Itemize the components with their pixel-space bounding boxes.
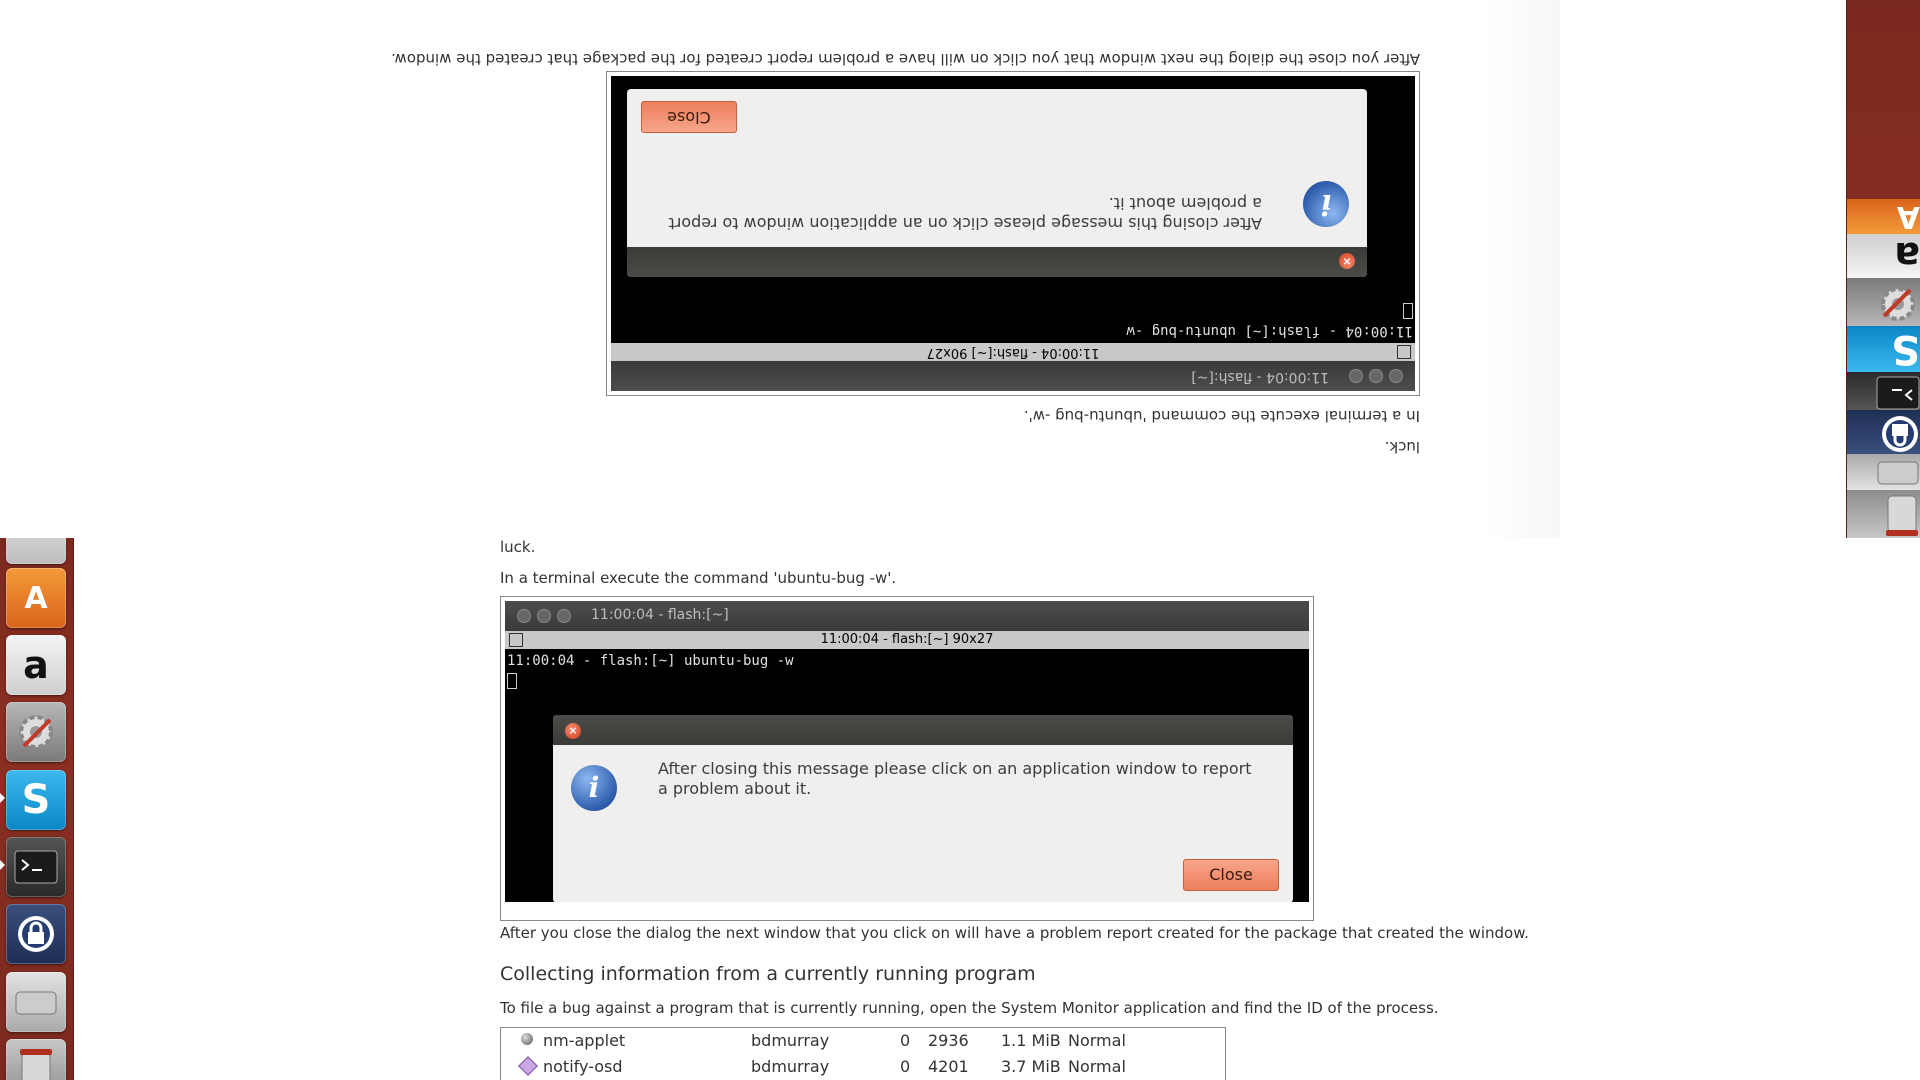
process-id: 2936 — [928, 1031, 969, 1050]
launcher — [0, 538, 74, 1080]
process-memory: 3.7 MiB — [1001, 1057, 1061, 1076]
trash-icon[interactable] — [6, 1039, 66, 1080]
terminal-screenshot — [500, 596, 1314, 921]
process-priority: Normal — [1068, 1057, 1126, 1076]
process-name: nm-applet — [543, 1031, 626, 1050]
luck-text: luck. — [1384, 438, 1420, 456]
skype-icon[interactable]: S — [6, 770, 66, 830]
step-text: In a terminal execute the command 'ubuntu-bug -w'. — [500, 569, 897, 587]
files-icon[interactable] — [6, 972, 66, 1032]
system-settings-icon[interactable] — [6, 702, 66, 762]
ubuntu-software-center-icon[interactable]: A — [6, 568, 66, 628]
mirrored-screen-region — [0, 0, 1920, 538]
close-button: Close — [1183, 859, 1279, 891]
luck-text: luck. — [500, 538, 536, 556]
terminal-tabbar — [505, 631, 1309, 649]
maximize-icon — [557, 609, 571, 623]
dialog-message: After closing this message please click on an application window to report a problem about it. — [658, 759, 1252, 798]
dialog-titlebar — [553, 715, 1293, 745]
terminal-title: 11:00:04 - flash:[~] — [591, 607, 729, 623]
process-memory: 1.1 MiB — [1001, 1031, 1061, 1050]
notify-icon — [518, 1056, 538, 1076]
page-shadow — [1485, 0, 1560, 538]
file-bug-text: To file a bug against a program that is currently running, open the System Monitor application and find the ID of the process. — [500, 999, 1439, 1017]
process-user: bdmurray — [751, 1031, 830, 1050]
close-icon: × — [565, 723, 581, 739]
keepassx-icon[interactable] — [6, 904, 66, 964]
files-icon[interactable] — [1847, 454, 1920, 490]
process-name: notify-osd — [543, 1057, 623, 1076]
table-row — [501, 1028, 1225, 1054]
process-cpu: 0 — [900, 1031, 911, 1050]
terminal-command: 11:00:04 - flash:[~] ubuntu-bug -w — [507, 653, 794, 669]
grid-icon — [509, 633, 523, 647]
process-user: bdmurray — [751, 1057, 830, 1076]
running-indicator — [0, 793, 5, 803]
process-id: 4201 — [928, 1057, 969, 1076]
process-cpu: 0 — [900, 1057, 911, 1076]
terminal-titlebar — [505, 601, 1309, 631]
terminal-screenshot: 11:00:04 - flash:[~] 11:00:04 - flash:[~] 90x27 11:00:04 - flash:[~] ubuntu-bug -w × i After closing this message please click on an application window to report a problem about it. Close — [606, 71, 1420, 396]
terminal-tab-label: 11:00:04 - flash:[~] 90x27 — [820, 632, 994, 647]
minimize-icon — [537, 609, 551, 623]
trash-icon[interactable] — [1847, 490, 1920, 538]
screen-region — [0, 538, 1920, 1080]
amazon-icon[interactable]: a — [6, 635, 66, 695]
terminal-icon[interactable] — [1847, 372, 1920, 410]
process-priority: Normal — [1068, 1031, 1126, 1050]
table-row — [501, 1054, 1225, 1080]
close-icon — [517, 609, 531, 623]
launcher-mirrored — [1846, 0, 1920, 538]
ubuntu-software-center-icon[interactable]: A — [1847, 199, 1920, 234]
after-text: After you close the dialog the next window that you click on will have a problem report created for the package that created the window. — [391, 50, 1420, 68]
keepassx-icon[interactable] — [1847, 410, 1920, 454]
system-settings-icon[interactable] — [1847, 278, 1920, 326]
running-indicator — [0, 860, 5, 870]
terminal-cursor — [507, 673, 517, 689]
skype-icon[interactable]: S — [1847, 326, 1920, 372]
section-heading: Collecting information from a currently running program — [500, 963, 1036, 985]
info-icon: i — [571, 765, 617, 811]
network-icon — [521, 1033, 533, 1045]
after-text: After you close the dialog the next window that you click on will have a problem report created for the package that created the window. — [500, 924, 1529, 942]
step-text: In a terminal execute the command 'ubuntu-bug -w'. — [1023, 407, 1420, 425]
launcher-item-partial[interactable] — [6, 538, 66, 564]
terminal-icon[interactable] — [6, 837, 66, 897]
process-list — [500, 1027, 1226, 1080]
amazon-icon[interactable]: a — [1847, 234, 1920, 278]
apport-dialog — [553, 715, 1293, 902]
